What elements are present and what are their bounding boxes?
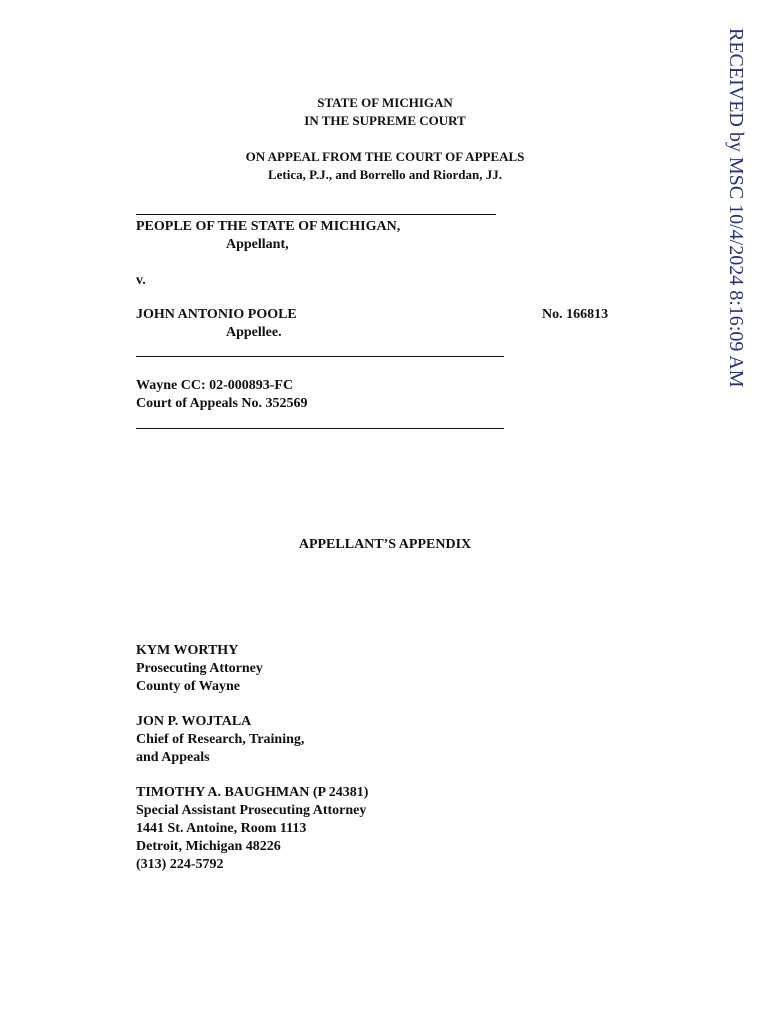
caption-rule-middle (136, 356, 504, 357)
counsel-3-title: Special Assistant Prosecuting Attorney (136, 803, 367, 818)
appellee-name: JOHN ANTONIO POOLE (136, 307, 297, 322)
appellant-role: Appellant, (226, 237, 289, 252)
counsel-2-title-line2: and Appeals (136, 750, 210, 765)
appellee-role: Appellee. (226, 325, 282, 340)
versus: v. (136, 273, 146, 288)
lower-court-case: Wayne CC: 02-000893-FC (136, 378, 294, 393)
appellant-name: PEOPLE OF THE STATE OF MICHIGAN, (136, 219, 401, 234)
counsel-1-name: KYM WORTHY (136, 643, 239, 658)
counsel-3-name: TIMOTHY A. BAUGHMAN (P 24381) (136, 785, 369, 800)
received-stamp: RECEIVED by MSC 10/4/2024 8:16:09 AM (725, 28, 747, 388)
document-title: APPELLANT’S APPENDIX (298, 537, 472, 552)
counsel-3-address-city: Detroit, Michigan 48226 (136, 839, 281, 854)
court-name: IN THE SUPREME COURT (304, 113, 466, 128)
appeal-heading: ON APPEAL FROM THE COURT OF APPEALS (245, 149, 525, 164)
counsel-2-name: JON P. WOJTALA (136, 714, 252, 729)
counsel-3-address-street: 1441 St. Antoine, Room 1113 (136, 821, 307, 836)
court-state: STATE OF MICHIGAN (317, 95, 453, 110)
caption-rule-bottom (136, 428, 504, 429)
court-of-appeals-number: Court of Appeals No. 352569 (136, 396, 308, 411)
appeal-judges: Letica, P.J., and Borrello and Riordan, JJ. (267, 167, 503, 182)
counsel-3-phone: (313) 224-5792 (136, 857, 224, 872)
caption-rule-top (136, 214, 496, 215)
case-number: No. 166813 (542, 307, 609, 322)
counsel-2-title-line1: Chief of Research, Training, (136, 732, 305, 747)
counsel-1-office: County of Wayne (136, 679, 240, 694)
counsel-1-title: Prosecuting Attorney (136, 661, 263, 676)
